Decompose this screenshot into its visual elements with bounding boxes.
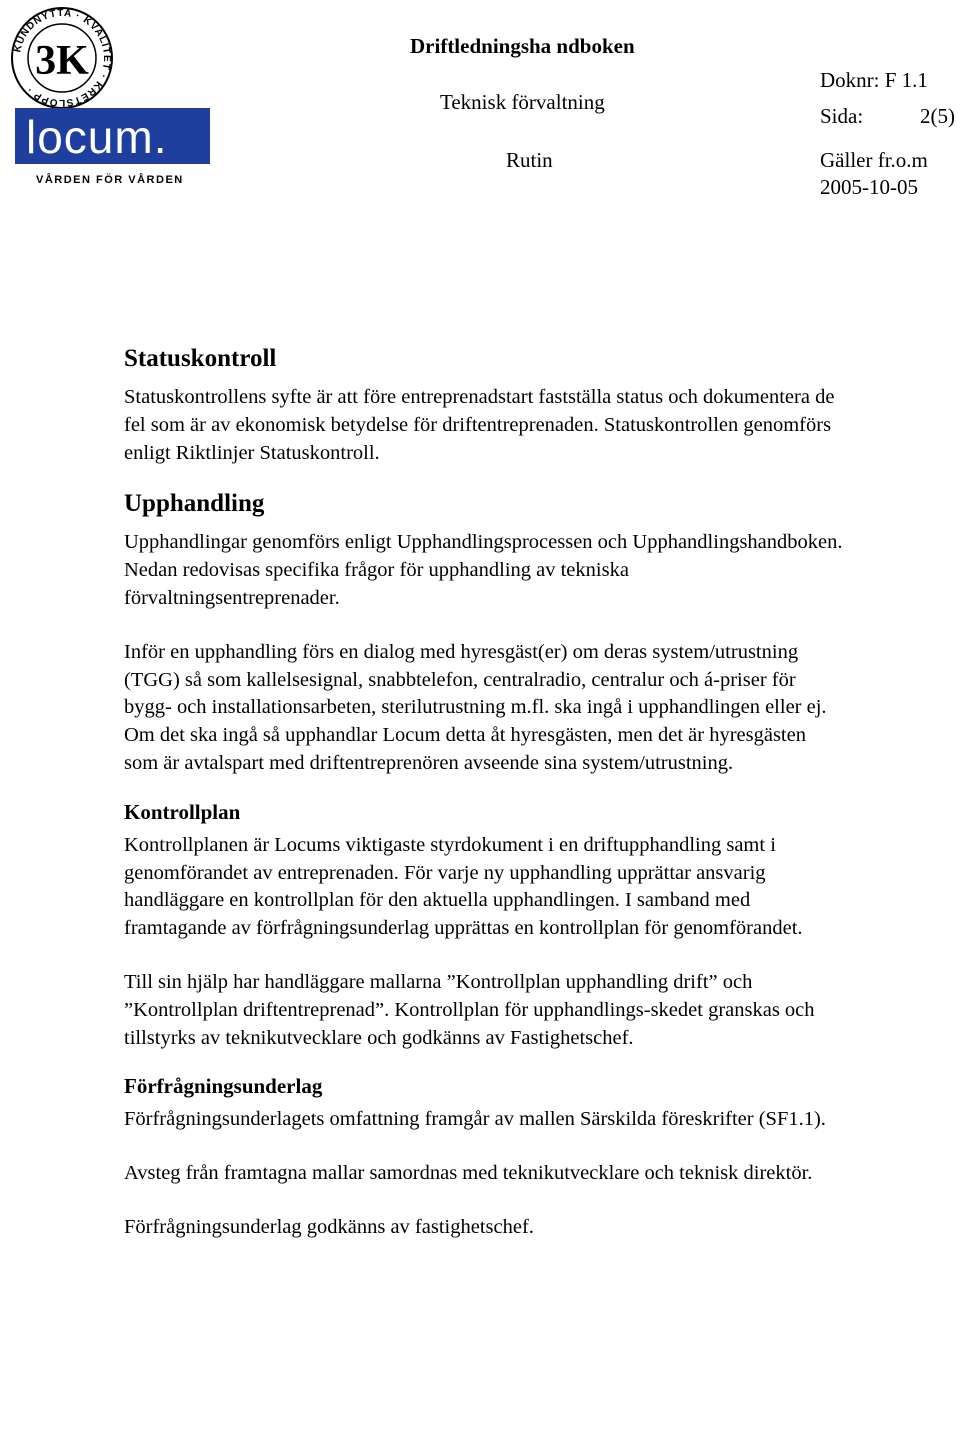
heading-kontrollplan: Kontrollplan: [124, 799, 241, 824]
paragraph-kontrollplan-2: Till sin hjälp har handläggare mallarna ”Kontrollplan upphandling drift” och ”Kontrollplan driftentreprenad”. Kontrollplan för upphandlings-skedet granskas och tillstyrks av teknikutvecklare och godkänns av Fastighetschef.: [124, 970, 815, 1049]
document-type: Rutin: [506, 148, 553, 172]
locum-logo-tagline: VÅRDEN FÖR VÅRDEN: [36, 174, 184, 186]
paragraph-upphandling-2: Inför en upphandling förs en dialog med hyresgäst(er) om deras system/utrustning (TGG) så som kallelsesignal, snabbtelefon, centralradio, centralur och á-priser för bygg- och installationsarbeten, sterilutrustning m.fl. ska ingå i upphandlingen eller ej. Om det ska ingå så upphandlar Locum detta åt hyresgästen, men det är hyresgästen som är avtalspart med driftentreprenören avseende sina system/utrustning.: [124, 640, 827, 774]
page-number: 2(5): [920, 104, 955, 128]
paragraph-ffu-1: Förfrågningsunderlagets omfattning framgår av mallen Särskilda föreskrifter (SF1.1).: [124, 1108, 826, 1131]
heading-forfragningsunderlag: Förfrågningsunderlag: [124, 1074, 323, 1099]
document-body: [124, 342, 844, 1242]
paragraph-upphandling-1: Upphandlingar genomförs enligt Upphandlingsprocessen och Upphandlingshandboken. Nedan redovisas specifika frågor för upphandling av tekniska förvaltningsentreprenader.: [124, 531, 843, 609]
valid-from-label: Gäller fr.o.m: [820, 148, 928, 172]
svg-text:KUNDNYTTA · KVALITET · KRETSLO: KUNDNYTTA · KVALITET · KRETSLOPP ·: [12, 7, 113, 109]
paragraph-kontrollplan-1: Kontrollplanen är Locums viktigaste styrdokument i en driftupphandling samt i genomförandet av entreprenaden. För varje ny upphandling upprättar ansvarig handläggare en kontrollplan för den aktuella upphandlingen. I samband med framtagande av förfrågningsunderlag upprättas en kontrollplan för genomförandet.: [124, 833, 803, 940]
document-number: Doknr: F 1.1: [820, 68, 928, 92]
heading-upphandling: Upphandling: [124, 490, 265, 518]
valid-from-date: 2005-10-05: [820, 175, 918, 199]
locum-logo-wordmark: locum.: [26, 111, 168, 163]
svg-text:3K: 3K: [35, 38, 89, 84]
paragraph-ffu-3: Förfrågningsunderlag godkänns av fastighetschef.: [124, 1215, 534, 1238]
paragraph-ffu-2: Avsteg från framtagna mallar samordnas med teknikutvecklare och teknisk direktör.: [124, 1162, 813, 1185]
heading-statuskontroll: Statuskontroll: [124, 345, 277, 372]
quality-seal-logo: [8, 4, 116, 112]
document-title: Driftledningsha ndboken: [410, 34, 635, 58]
paragraph-statuskontroll: Statuskontrollens syfte är att före entreprenadstart fastställa status och dokumentera de fel som är av ekonomisk betydelse för driftentreprenaden. Statuskontrollen genomförs enligt Riktlinjer Statuskontroll.: [124, 386, 835, 464]
document-subtitle: Teknisk förvaltning: [440, 90, 605, 114]
page-label: Sida:: [820, 104, 864, 128]
